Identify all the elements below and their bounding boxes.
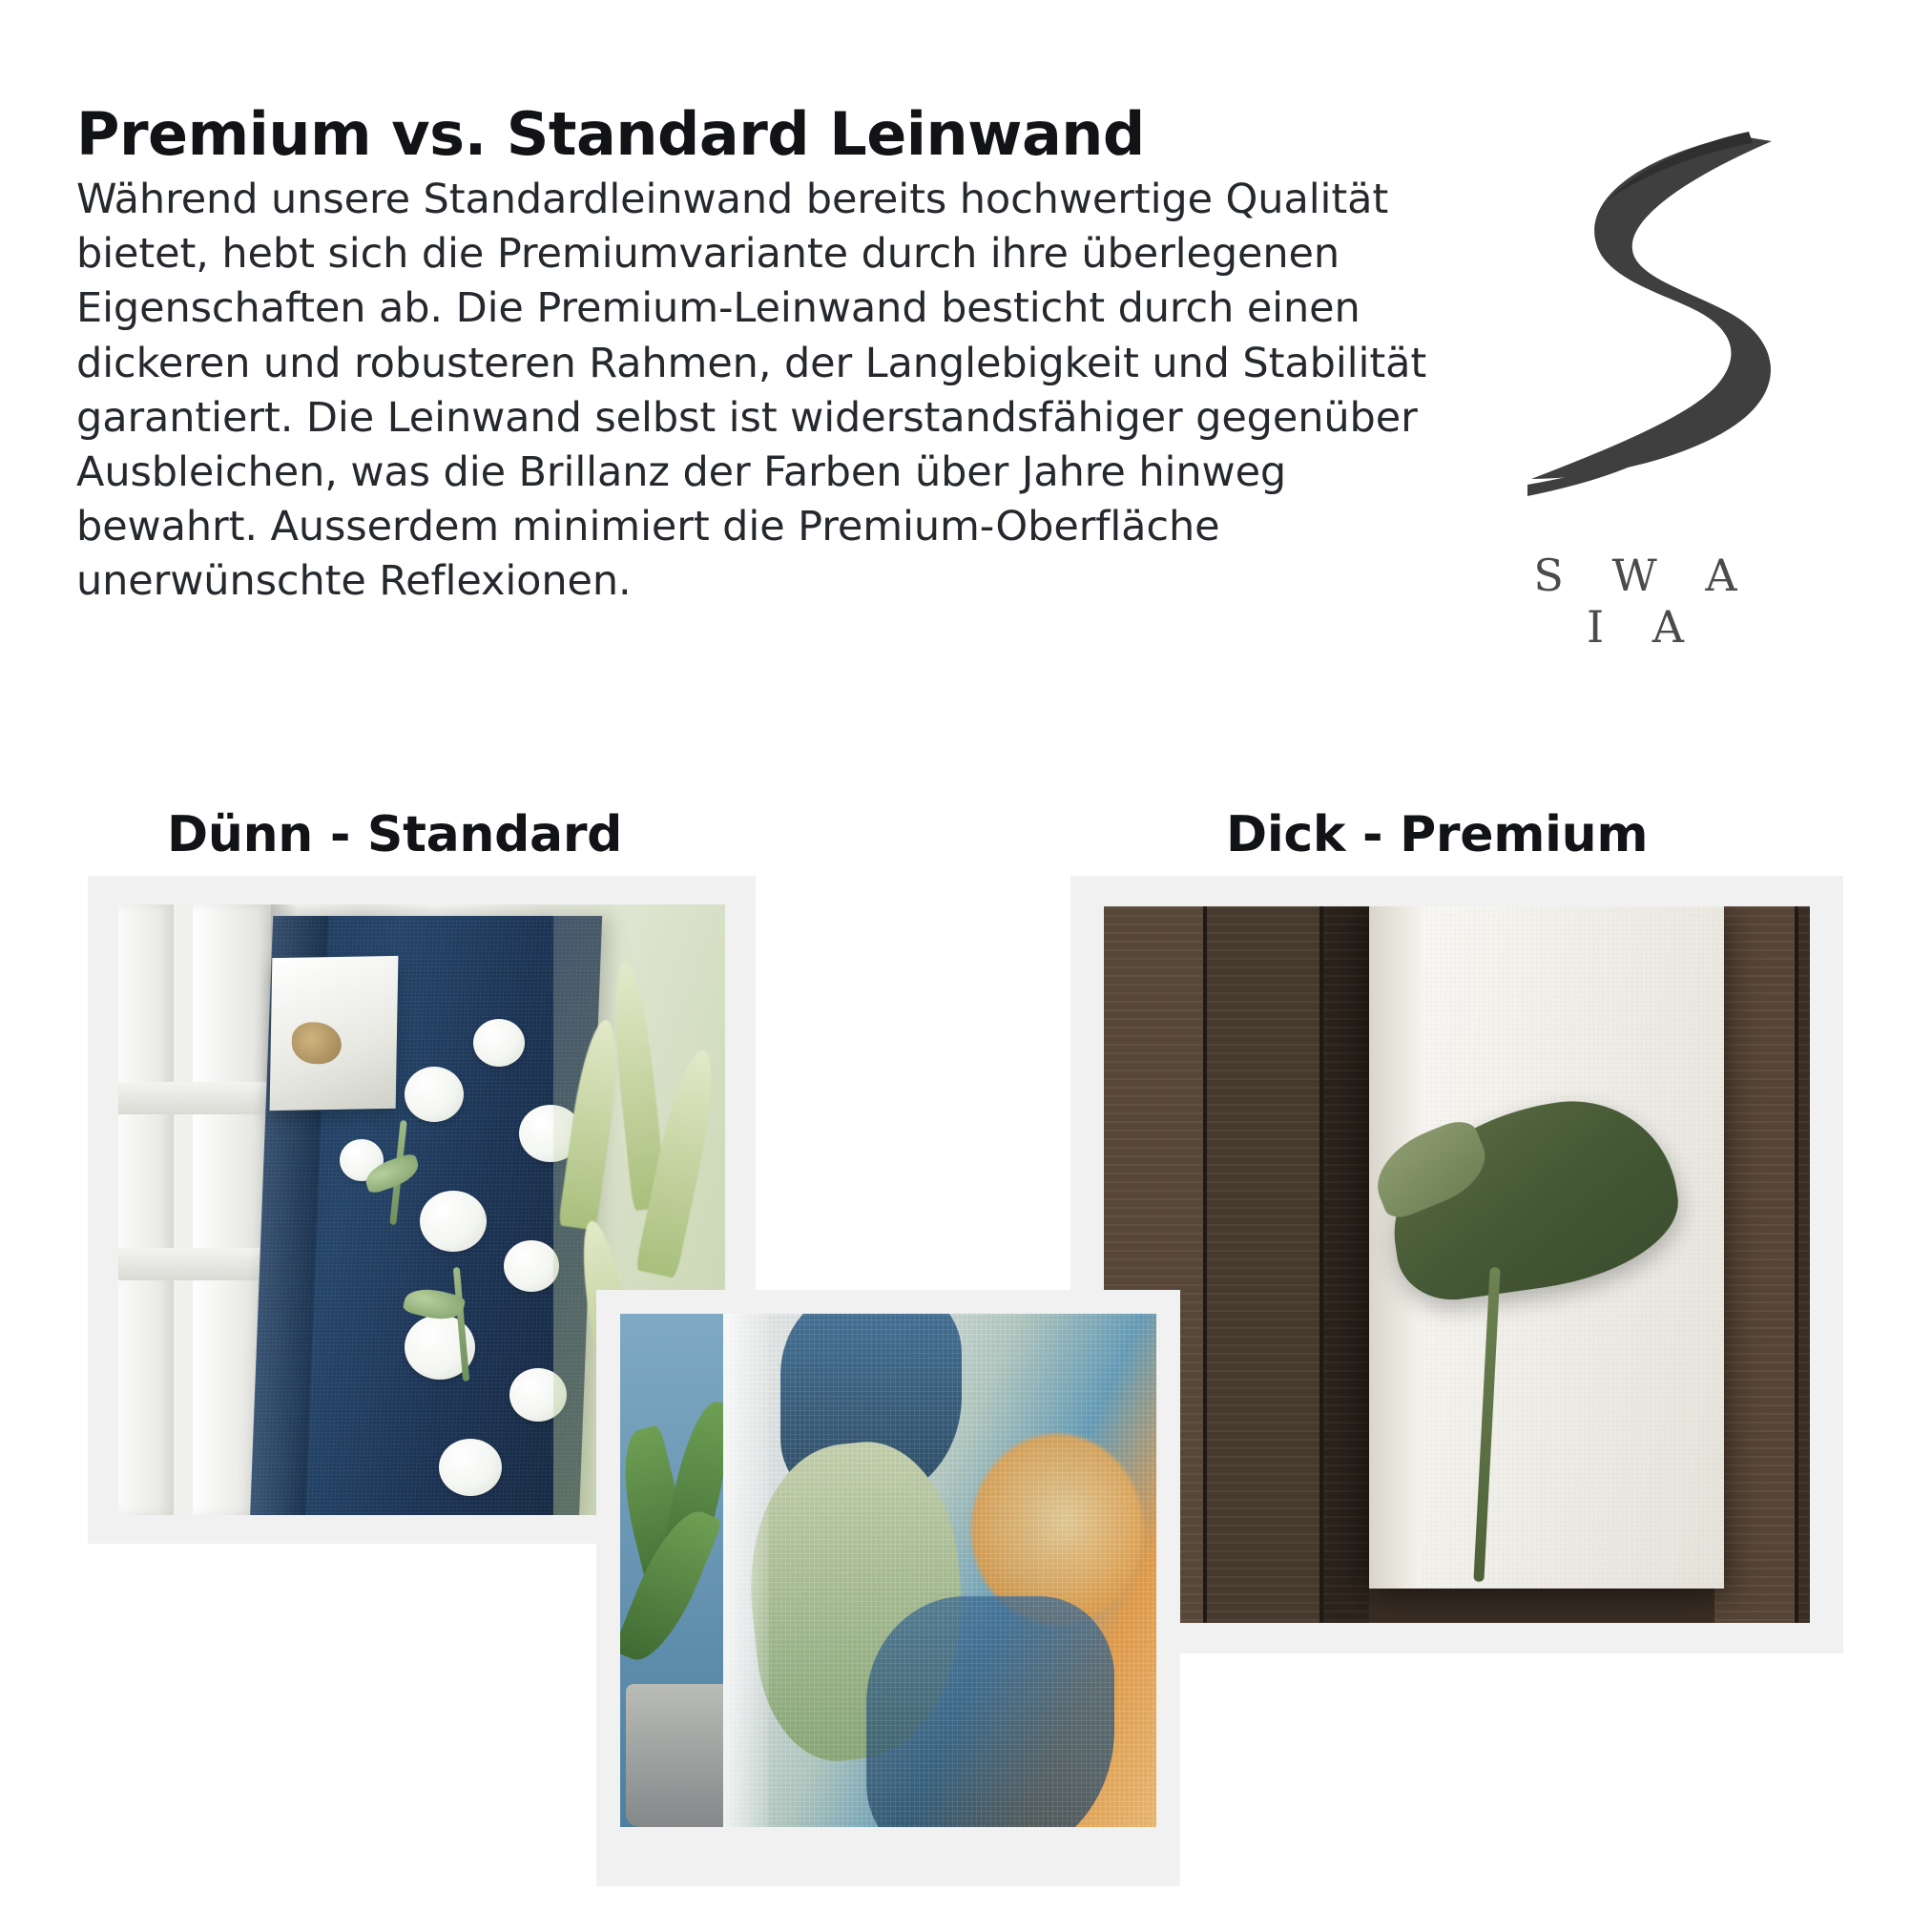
sky-band-motif	[780, 1314, 962, 1501]
wood-plank	[1207, 906, 1323, 1623]
premium-canvas-card	[1070, 876, 1843, 1653]
detail-canvas-front	[723, 1314, 1156, 1827]
shutter-rail	[118, 1082, 290, 1114]
wood-plank	[1323, 906, 1369, 1623]
sun-motif	[971, 1434, 1143, 1625]
canvas-edge-detail-card	[596, 1290, 1180, 1886]
flower-motif	[504, 1240, 559, 1292]
ridge-motif	[736, 1433, 977, 1768]
brand-logo	[1493, 124, 1779, 653]
photo-scene-premium	[1104, 906, 1810, 1623]
flower-motif	[439, 1439, 502, 1496]
wood-plank	[1714, 906, 1798, 1623]
wood-plank	[1798, 906, 1810, 1623]
shutter-slat	[118, 904, 174, 1515]
caption-standard: Dünn - Standard	[167, 806, 623, 863]
flower-motif	[420, 1191, 487, 1252]
photo-scene-detail	[620, 1314, 1156, 1827]
water-band-motif	[866, 1596, 1114, 1827]
caption-premium: Dick - Premium	[1226, 806, 1649, 863]
canvas-edge-detail-photo	[620, 1314, 1156, 1827]
flower-motif	[473, 1019, 525, 1067]
header-block	[76, 99, 1488, 609]
flower-motif	[405, 1067, 464, 1122]
canvas-wrap-tab	[270, 956, 399, 1111]
premium-thick-canvas-photo	[1104, 906, 1810, 1623]
swaia-s-logo-icon	[1493, 124, 1779, 544]
canvas-side-edge	[723, 1314, 769, 1827]
plant-blade	[558, 1017, 625, 1230]
page-title: Premium vs. Standard Leinwand	[76, 99, 1145, 169]
brand-wordmark: S W A I A	[1533, 550, 1755, 653]
body-paragraph: Während unsere Standardleinwand bereits hochwertige Qualität bietet, hebt sich die Premiumvariante durch ihre überlegenen Eigenschaften ab. Die Premium-Leinwand besticht durch einen dickeren und robusteren Rahmen, der Langlebigkeit und Stabilität garantiert. Die Leinwand selbst ist widerstandsfähiger gegenüber Ausbleichen, was die Brillanz der Farben über Jahre hinweg bewahrt. Ausserdem minimiert die Premium-Oberfläche unerwünschte Reflexionen.	[76, 175, 1427, 606]
